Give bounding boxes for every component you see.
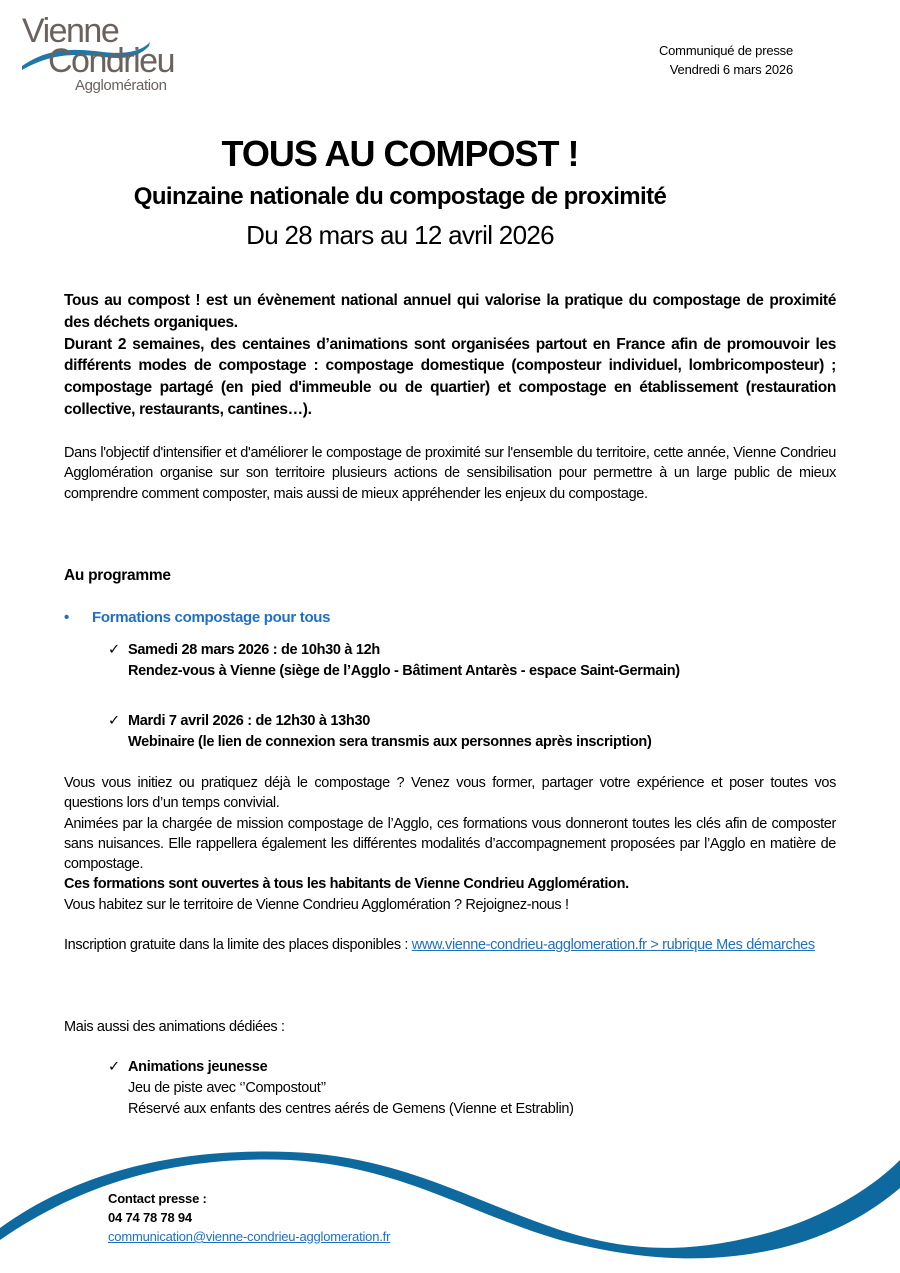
bullet-label: Formations compostage pour tous — [92, 609, 331, 626]
intro-paragraph — [64, 290, 836, 421]
also-heading: Mais aussi des animations dédiées : — [64, 1019, 285, 1035]
animation-title: Animations jeunesse — [128, 1059, 268, 1075]
press-contact — [108, 1189, 390, 1246]
formations-details — [64, 773, 836, 915]
doc-type-label: Communiqué de presse — [658, 43, 793, 58]
programme-heading: Au programme — [64, 567, 171, 584]
details-line-3: Ces formations sont ouvertes à tous les habitants de Vienne Condrieu Agglomération. — [64, 876, 629, 893]
logo-line-condrieu: Condrieu — [48, 42, 174, 80]
session-when: Mardi 7 avril 2026 : de 12h30 à 13h30 — [128, 713, 370, 729]
contact-email-link[interactable]: communication@vienne-condrieu-agglomeration.fr — [108, 1229, 391, 1244]
intro-p2: Durant 2 semaines, des centaines d’animations sont organisées partout en France afin de promouvoir les différents modes de compostage : compostage domestique (composteur individuel, lombricomposteur) ; compostage partagé (en pied d'immeuble ou de quartier) et compostage en établissement (restauration collective, restaurants, cantines…). — [64, 335, 836, 418]
logo-line-agglomeration: Agglomération — [75, 77, 167, 94]
session-where: Rendez-vous à Vienne (siège de l’Agglo - Bâtiment Antarès - espace Saint-Germain) — [128, 663, 680, 679]
contact-label: Contact presse : — [108, 1191, 207, 1206]
session-where: Webinaire (le lien de connexion sera transmis aux personnes après inscription) — [128, 734, 652, 750]
checkmark-icon: ✓ — [108, 1059, 120, 1075]
event-dates: Du 28 mars au 12 avril 2026 — [246, 220, 554, 250]
checkmark-icon: ✓ — [108, 713, 120, 729]
details-line-2: Animées par la chargée de mission compostage de l’Agglo, ces formations vous donneront toutes les clés afin de composter sans nuisances. Elle rappellera également les différentes modalités d’accompagnement proposées par l’Agglo en matière de compostage. — [64, 815, 836, 873]
animation-line-2: Réservé aux enfants des centres aérés de Gemens (Vienne et Estrablin) — [128, 1101, 574, 1117]
objective-paragraph: Dans l'objectif d'intensifier et d'améliorer le compostage de proximité sur l'ensemble du territoire, cette année, Vienne Condrieu Agglomération organise sur son territoire plusieurs actions de sensibilisation pour permettre à un large public de mieux comprendre comment composter, mais aussi de mieux appréhender les enjeux du compostage. — [64, 445, 836, 502]
page-title: TOUS AU COMPOST ! — [221, 133, 579, 174]
logo-line-vienne: Vienne — [22, 12, 119, 50]
vienne-condrieu-logo — [18, 14, 178, 96]
release-date: Vendredi 6 mars 2026 — [669, 62, 793, 77]
bullet-icon: • — [64, 609, 69, 626]
press-release-info — [659, 41, 793, 79]
inscription-paragraph — [64, 935, 836, 955]
page-subtitle: Quinzaine nationale du compostage de proximité — [133, 183, 667, 210]
contact-phone: 04 74 78 78 94 — [108, 1210, 192, 1225]
details-line-4: Vous habitez sur le territoire de Vienne Condrieu Agglomération ? Rejoignez-nous ! — [64, 896, 569, 913]
intro-p1: Tous au compost ! est un évènement national annuel qui valorise la pratique du compostage de proximité des déchets organiques. — [64, 292, 836, 331]
session-when: Samedi 28 mars 2026 : de 10h30 à 12h — [128, 642, 380, 658]
checkmark-icon: ✓ — [108, 642, 120, 658]
details-line-1: Vous vous initiez ou pratiquez déjà le compostage ? Venez vous former, partager votre expérience et poser toutes vos questions lors d’un temps convivial. — [64, 775, 836, 812]
inscription-link[interactable]: www.vienne-condrieu-agglomeration.fr > rubrique Mes démarches — [411, 937, 815, 953]
inscription-text: Inscription gratuite dans la limite des places disponibles : — [64, 937, 412, 953]
animation-line-1: Jeu de piste avec ‘’Compostout’’ — [128, 1080, 327, 1096]
